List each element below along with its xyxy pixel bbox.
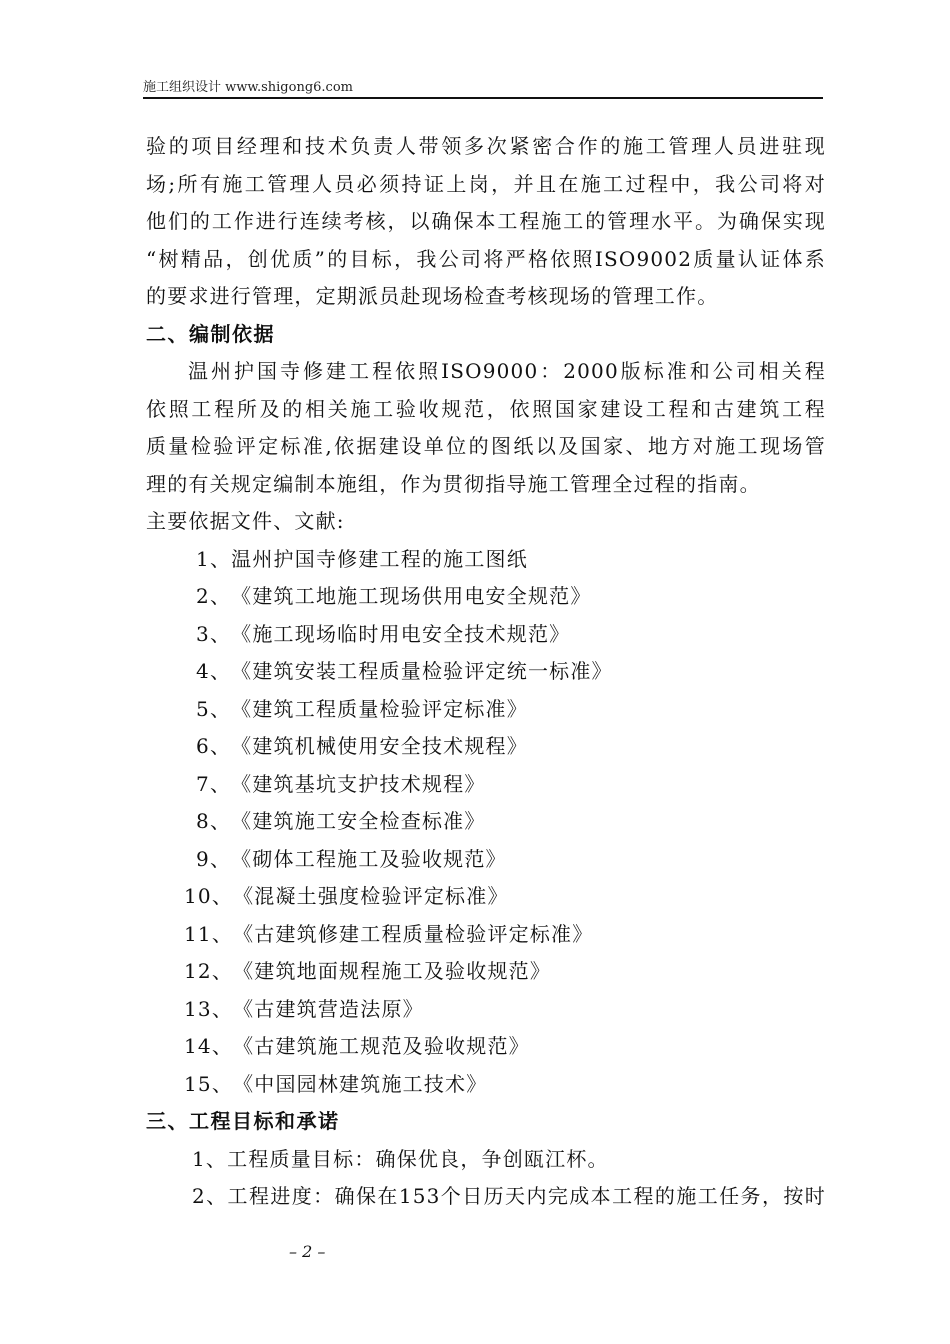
reference-number: 13 [184, 996, 212, 1021]
reference-separator: 、 [209, 584, 232, 608]
paragraph-line: 他们的工作进行连续考核，以确保本工程施工的管理水平。为确保实现 [146, 209, 826, 233]
reference-number: 11 [184, 921, 212, 946]
reference-separator: 、 [211, 959, 234, 983]
reference-separator: 、 [209, 734, 232, 758]
reference-item [146, 803, 826, 841]
reference-item [146, 878, 826, 916]
reference-text: 《古建筑修建工程质量检验评定标准》 [233, 921, 594, 946]
reference-text: 《建筑工程质量检验评定标准》 [231, 696, 528, 721]
reference-text: 《建筑地面规程施工及验收规范》 [233, 959, 552, 983]
reference-item [146, 1028, 826, 1066]
reference-item [146, 916, 826, 954]
paragraph-line: 依照工程所及的相关施工验收规范，依照国家建设工程和古建筑工程 [146, 396, 826, 421]
reference-text: 《施工现场临时用电安全技术规范》 [231, 621, 571, 646]
reference-number: 10 [184, 884, 212, 908]
reference-item [146, 766, 826, 804]
document-body [146, 128, 826, 1216]
goal-item: 2、工程进度：确保在153个日历天内完成本工程的施工任务，按时 [192, 1184, 826, 1208]
paragraph-line: 理的有关规定编制本施组，作为贯彻指导施工管理全过程的指南。 [146, 471, 761, 496]
reference-number: 15 [184, 1071, 212, 1096]
reference-text: 《建筑工地施工现场供用电安全规范》 [231, 584, 592, 608]
header-rule [143, 97, 823, 99]
reference-number: 3 [196, 621, 210, 646]
reference-separator: 、 [209, 846, 232, 871]
reference-text: 《中国园林建筑施工技术》 [233, 1071, 488, 1096]
reference-separator: 、 [211, 884, 234, 908]
paragraph-line: 温州护国寺修建工程依照ISO9000：2000版标准和公司相关程 [188, 359, 826, 383]
reference-text: 《建筑施工安全检查标准》 [231, 809, 486, 833]
reference-item [146, 653, 826, 691]
reference-number: 8 [196, 809, 210, 833]
reference-text: 《建筑安装工程质量检验评定统一标准》 [231, 659, 613, 683]
reference-item [146, 1066, 826, 1104]
reference-number: 7 [196, 771, 210, 796]
section-heading: 三、工程目标和承诺 [146, 1109, 340, 1133]
reference-number: 5 [196, 696, 210, 721]
reference-item [146, 578, 826, 616]
reference-number: 6 [196, 734, 210, 758]
reference-separator: 、 [209, 771, 232, 796]
reference-item [146, 728, 826, 766]
references-title: 主要依据文件、文献: [146, 509, 345, 533]
reference-number: 4 [196, 659, 210, 683]
reference-item [146, 541, 826, 579]
reference-text: 《古建筑营造法原》 [233, 996, 424, 1021]
reference-separator: 、 [211, 996, 234, 1021]
page-number: – 2 – [289, 1242, 326, 1261]
reference-number: 1 [196, 546, 210, 571]
paragraph-line: 质量检验评定标准,依据建设单位的图纸以及国家、地方对施工现场管 [146, 434, 826, 458]
reference-separator: 、 [209, 659, 232, 683]
reference-item [146, 991, 826, 1029]
reference-text: 温州护国寺修建工程的施工图纸 [231, 546, 528, 571]
reference-item [146, 953, 826, 991]
paragraph-line: “树精品，创优质”的目标，我公司将严格依照ISO9002质量认证体系 [146, 246, 826, 271]
reference-text: 《建筑基坑支护技术规程》 [231, 771, 486, 796]
reference-separator: 、 [209, 809, 232, 833]
reference-number: 9 [196, 846, 210, 871]
reference-number: 14 [184, 1034, 212, 1058]
reference-item [146, 691, 826, 729]
reference-separator: 、 [209, 621, 232, 646]
paragraph-line: 的要求进行管理，定期派员赴现场检查考核现场的管理工作。 [146, 284, 719, 308]
reference-separator: 、 [209, 546, 232, 571]
page-header: 施工组织设计 www.shigong6.com [143, 80, 353, 95]
reference-number: 2 [196, 584, 210, 608]
reference-text: 《混凝土强度检验评定标准》 [233, 884, 509, 908]
reference-separator: 、 [211, 1071, 234, 1096]
paragraph-line: 场;所有施工管理人员必须持证上岗，并且在施工过程中，我公司将对 [146, 171, 826, 196]
section-heading: 二、编制依据 [146, 321, 275, 346]
reference-text: 《砌体工程施工及验收规范》 [231, 846, 507, 871]
reference-item [146, 616, 826, 654]
goal-item: 1、工程质量目标：确保优良，争创瓯江杯。 [192, 1146, 609, 1171]
reference-text: 《建筑机械使用安全技术规程》 [231, 734, 528, 758]
reference-separator: 、 [209, 696, 232, 721]
reference-separator: 、 [211, 921, 234, 946]
reference-text: 《古建筑施工规范及验收规范》 [233, 1034, 530, 1058]
paragraph-line: 验的项目经理和技术负责人带领多次紧密合作的施工管理人员进驻现 [146, 134, 826, 158]
reference-number: 12 [184, 959, 212, 983]
reference-item [146, 841, 826, 879]
reference-separator: 、 [211, 1034, 234, 1058]
